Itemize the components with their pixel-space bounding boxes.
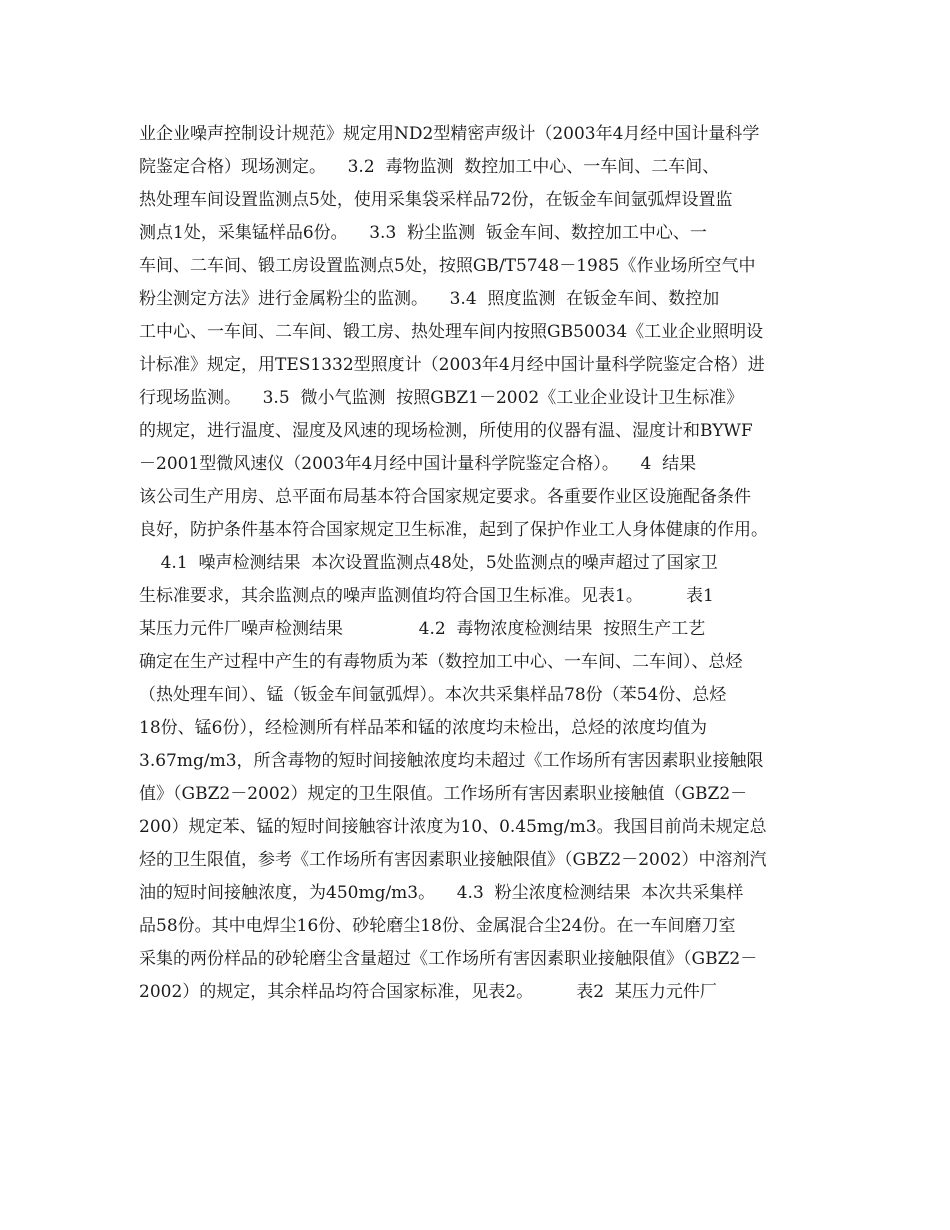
text-line-15: 生标准要求，其余监测点的噪声监测值均符合国卫生标准。见表1。 表1 [139, 586, 714, 606]
text-line-4: 测点1处，采集锰样品6份。 3.3 粉尘监测 钣金车间、数控加工中心、一 [139, 223, 707, 243]
text-line-21: 值》（GBZ2－2002）规定的卫生限值。工作场所有害因素职业接触值（GBZ2－ [139, 784, 748, 804]
text-line-8: 计标准》规定，用TES1332型照度计（2003年4月经中国计量科学院鉴定合格）进 [139, 355, 765, 375]
text-line-16: 某压力元件厂噪声检测结果 4.2 毒物浓度检测结果 按照生产工艺 [139, 619, 706, 639]
text-line-23: 烃的卫生限值，参考《工作场所有害因素职业接触限值》（GBZ2－2002）中溶剂汽 [139, 850, 767, 870]
text-line-10: 的规定，进行温度、湿度及风速的现场检测，所使用的仪器有温、湿度计和BYWF [139, 421, 753, 441]
text-line-24: 油的短时间接触浓度，为450mg/m3。 4.3 粉尘浓度检测结果 本次共采集样 [139, 883, 744, 903]
text-line-1: 业企业噪声控制设计规范》规定用ND2型精密声级计（2003年4月经中国计量科学 [139, 124, 760, 144]
text-line-27: 2002）的规定，其余样品均符合国家标准，见表2。 表2 某压力元件厂 [139, 982, 717, 1002]
text-line-3: 热处理车间设置监测点5处，使用采集袋采样品72份，在钣金车间氩弧焊设置监 [139, 190, 733, 210]
text-line-14: 4.1 噪声检测结果 本次设置监测点48处，5处监测点的噪声超过了国家卫 [139, 553, 718, 573]
text-line-5: 车间、二车间、锻工房设置监测点5处，按照GB/T5748－1985《作业场所空气中 [139, 256, 756, 276]
text-line-11: －2001型微风速仪（2003年4月经中国计量科学院鉴定合格）。 4 结果 [139, 454, 697, 474]
text-line-6: 粉尘测定方法》进行金属粉尘的监测。 3.4 照度监测 在钣金车间、数控加 [139, 289, 720, 309]
text-line-13: 良好，防护条件基本符合国家规定卫生标准，起到了保护作业工人身体健康的作用。 [139, 520, 768, 540]
text-line-20: 3.67mg/m3，所含毒物的短时间接触浓度均未超过《工作场所有害因素职业接触限 [139, 751, 764, 771]
text-line-12: 该公司生产用房、总平面布局基本符合国家规定要求。各重要作业区设施配备条件 [139, 487, 751, 507]
text-line-17: 确定在生产过程中产生的有毒物质为苯（数控加工中心、一车间、二车间）、总烃 [139, 652, 743, 672]
text-line-7: 工中心、一车间、二车间、锻工房、热处理车间内按照GB50034《工业企业照明设 [139, 322, 764, 342]
text-line-26: 采集的两份样品的砂轮磨尘含量超过《工作场所有害因素职业接触限值》（GBZ2－ [139, 949, 758, 969]
text-line-2: 院鉴定合格）现场测定。 3.2 毒物监测 数控加工中心、一车间、二车间、 [139, 157, 720, 177]
text-line-25: 品58份。其中电焊尘16份、砂轮磨尘18份、金属混合尘24份。在一车间磨刀室 [139, 916, 736, 936]
text-line-19: 18份、锰6份），经检测所有样品苯和锰的浓度均未检出，总烃的浓度均值为 [139, 718, 707, 738]
text-line-22: 200）规定苯、锰的短时间接触容计浓度为10、0.45mg/m3。我国目前尚未规定总 [139, 817, 767, 837]
text-line-18: （热处理车间）、锰（钣金车间氩弧焊）。本次共采集样品78份（苯54份、总烃 [139, 685, 727, 705]
body-text [139, 118, 829, 1009]
text-line-9: 行现场监测。 3.5 微小气监测 按照GBZ1－2002《工业企业设计卫生标准》 [139, 388, 744, 408]
